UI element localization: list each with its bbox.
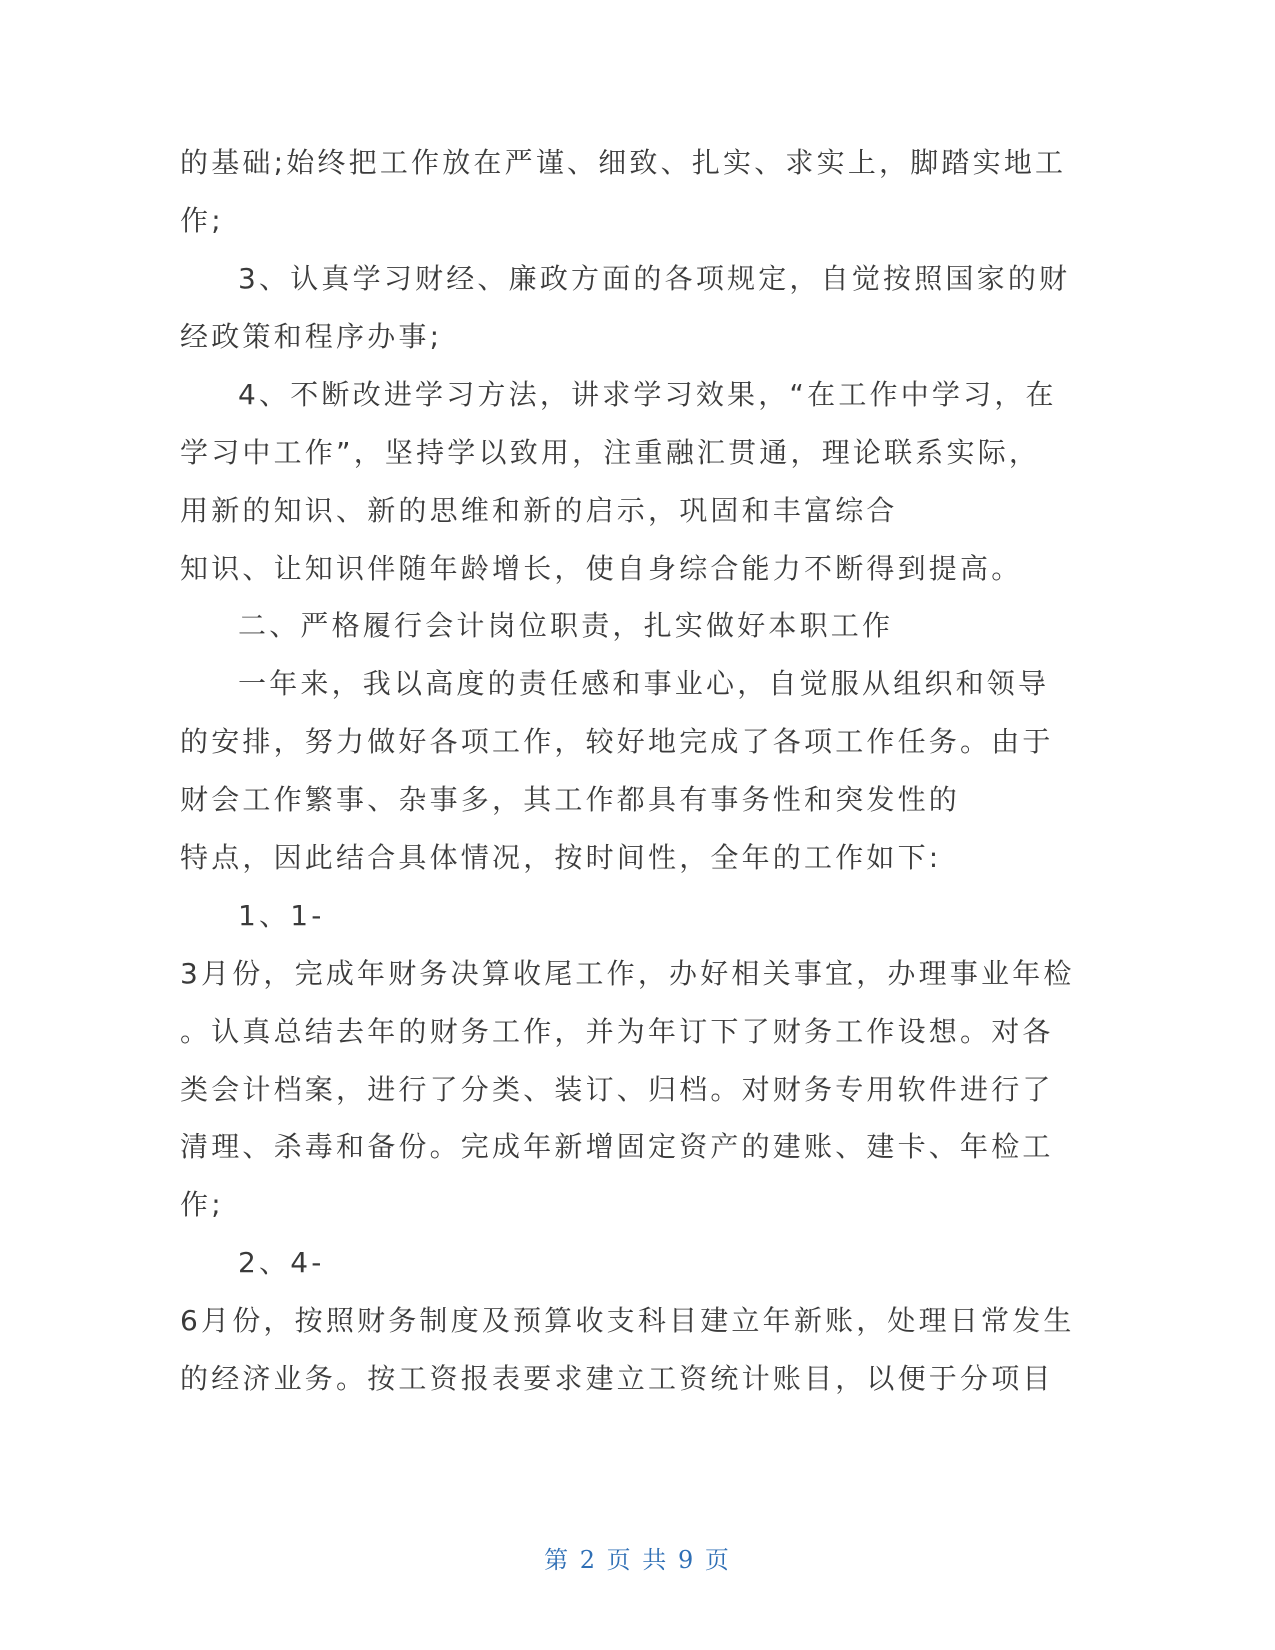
text-line: 的基础;始终把工作放在严谨、细致、扎实、求实上，脚踏实地工: [180, 146, 1067, 179]
text-line: 3、认真学习财经、廉政方面的各项规定，自觉按照国家的财: [238, 262, 1071, 295]
text-line: 财会工作繁事、杂事多，其工作都具有事务性和突发性的: [180, 783, 961, 816]
text-line: 作;: [180, 1188, 224, 1221]
text-line: 清理、杀毒和备份。完成年新增固定资产的建账、建卡、年检工: [180, 1130, 1054, 1163]
text-line: 1、1-: [238, 899, 325, 932]
text-line: 6月份，按照财务制度及预算收支科目建立年新账，处理日常发生: [180, 1304, 1075, 1337]
text-line: 用新的知识、新的思维和新的启示，巩固和丰富综合: [180, 494, 898, 527]
text-line: 类会计档案，进行了分类、装订、归档。对财务专用软件进行了: [180, 1073, 1054, 1106]
text-line: 学习中工作”，坚持学以致用，注重融汇贯通，理论联系实际，: [180, 436, 1041, 469]
text-line: 一年来，我以高度的责任感和事业心，自觉服从组织和领导: [238, 667, 1050, 700]
text-line: 知识、让知识伴随年龄增长，使自身综合能力不断得到提高。: [180, 552, 1023, 585]
text-line: 的经济业务。按工资报表要求建立工资统计账目，以便于分项目: [180, 1362, 1054, 1395]
text-line: 3月份，完成年财务决算收尾工作，办好相关事宜，办理事业年检: [180, 957, 1075, 990]
text-line: 的安排，努力做好各项工作，较好地完成了各项工作任务。由于: [180, 725, 1054, 758]
section-heading: 二、严格履行会计岗位职责，扎实做好本职工作: [238, 609, 894, 642]
text-line: 。认真总结去年的财务工作，并为年订下了财务工作设想。对各: [180, 1015, 1054, 1048]
page-number-footer: 第 2 页 共 9 页: [544, 1546, 731, 1574]
text-line: 4、不断改进学习方法，讲求学习效果，“在工作中学习，在: [238, 378, 1057, 411]
text-line: 特点，因此结合具体情况，按时间性，全年的工作如下:: [180, 841, 942, 874]
text-line: 作;: [180, 204, 224, 237]
text-line: 2、4-: [238, 1246, 325, 1279]
text-line: 经政策和程序办事;: [180, 320, 443, 353]
